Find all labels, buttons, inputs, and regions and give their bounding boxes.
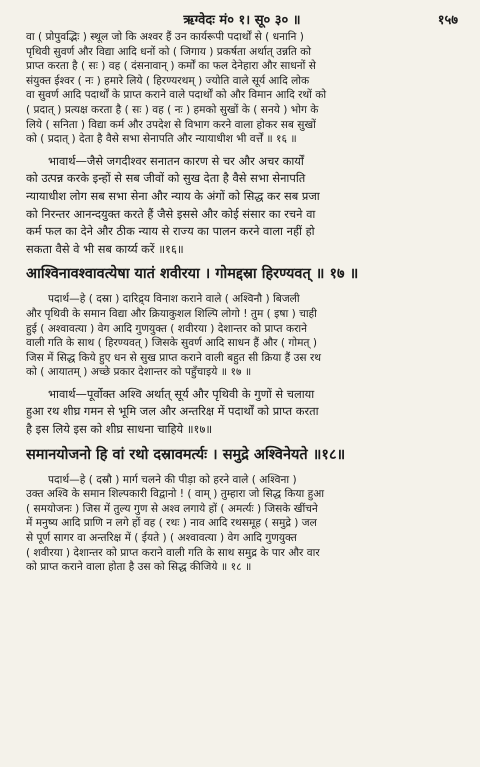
text-line: को ( प्रदात् ) देता है वैसे सभा सेनापति और न्यायाधीश भी वर्त्तें ॥ १६ ॥ xyxy=(26,133,297,146)
text-line: उक्त अश्वि के समान शिल्पकारी विद्वानो ! ( वाम् ) तुम्हारा जो सिद्ध किया हुआ xyxy=(26,488,325,501)
text-line: ( शवीरया ) देशान्तर को प्राप्त कराने वाली गति के साथ समुद्र के पार और वार xyxy=(26,546,320,559)
text-line: को उत्पन्न करके इन्हों से सब जीवों को सुख देता है वैसे सभा सेनापति xyxy=(26,171,306,186)
text-line: सकता वैसे वे भी सब कार्य्य करें ॥१६॥ xyxy=(26,241,184,256)
text-line: और पृथिवी के समान विद्या और क्रियाकुशल शिल्पि लोगो ! तुम ( इषा ) चाही xyxy=(26,307,317,320)
text-line: पृथिवी सुवर्ण और विद्या आदि धनों को ( जिगाय ) प्रकर्षता अर्थात् उन्नति को xyxy=(26,45,312,58)
text-line: जिस में सिद्ध किये हुए धन से सुख प्राप्त कराने वाली बहुत सी क्रिया हैं उस रथ xyxy=(26,351,322,364)
text-line: है इस लिये इस को शीघ्र साधना चाहिये ॥१७॥ xyxy=(26,422,213,437)
padartha-17 xyxy=(26,292,458,380)
running-title: ऋग्वेदः मं० १। सू० ३० ॥ xyxy=(183,13,301,28)
padartha-16-text xyxy=(26,30,458,147)
text-line: में मनुष्य आदि प्राणि न लगे हों वह ( रथः ) नाव आदि रथसमूह ( समुद्रे ) जल xyxy=(26,517,317,530)
mantra-17: आश्विनावश्वावत्येषा यातं शवीरया । गोमद्दस्रा हिरण्यवत् ॥ १७ ॥ xyxy=(26,266,359,283)
text-line: पदार्थ—हे ( दस्रा ) दारिद्र्य विनाश कराने वाले ( अश्विनौ ) बिजली xyxy=(48,293,300,306)
text-line: से पूर्ण सागर वा अन्तरिक्ष में ( ईयते ) ( अश्वावत्या ) वेग आदि गुणयुक्त xyxy=(26,532,297,545)
text-line: वा सुवर्ण आदि पदार्थों के प्राप्त कराने वाले पदार्थों को और विमान आदि रथों को xyxy=(26,89,327,102)
bhavartha-17 xyxy=(26,386,458,439)
text-line: न्यायाधीश लोग सब सभा सेना और न्याय के अंगों को सिद्ध कर सब प्रजा xyxy=(26,188,320,203)
text-line: ( समयोजनः ) जिस में तुल्य गुण से अश्व लगाये हों ( अमर्त्यः ) जिसके खींचने xyxy=(26,502,318,515)
mantra-18: समानयोजनो हि वां रथो दस्रावमर्त्यः । समुद्रे अश्विनेयते ॥१८॥ xyxy=(26,446,346,463)
text-line: कर्म फल का देने और ठीक न्याय से राज्य का पालन करने वाला नहीं हो xyxy=(26,224,315,239)
text-line: लिये ( सनिता ) विद्या कर्म और उपदेश से विभाग करने वाला होकर सब सुखों xyxy=(26,118,316,131)
text-line: को निरन्तर आनन्दयुक्त करते हैं जैसे इससे और कोई संसार का रचने वा xyxy=(26,206,316,221)
page-number: १५७ xyxy=(437,13,458,28)
text-line: को प्राप्त कराने वाला होता है उस को सिद्ध कीजिये ॥ १८ ॥ xyxy=(26,561,252,574)
bhavartha-16 xyxy=(26,153,458,259)
text-line: संयुक्त ईश्वर ( नः ) हमारे लिये ( हिरण्यरथम् ) ज्योति वाले सूर्य आदि लोक xyxy=(26,74,310,87)
text-line: को ( आयातम् ) अच्छे प्रकार देशान्तर को पहुँचाइये ॥ १७ ॥ xyxy=(26,366,252,379)
text-line: भावार्थ—पूर्वोक्त अश्वि अर्थात् सूर्य और पृथिवी के गुणों से चलाया xyxy=(48,386,315,401)
padartha-18 xyxy=(26,473,458,575)
text-line: हुई ( अश्वावत्या ) वेग आदि गुणयुक्त ( शवीरया ) देशान्तर को प्राप्त कराने xyxy=(26,322,308,335)
text-line: ( प्रदात् ) प्रत्यक्ष करता है ( सः ) वह ( नः ) हमको सुखों के ( सनये ) भोग के xyxy=(26,103,319,116)
text-line: वा ( प्रोपुवद्भिः ) स्थूल जो कि अश्वर हैं उन कार्यरूपी पदार्थों से ( धनानि ) xyxy=(26,31,304,43)
text-line: हुआ रथ शीघ्र गमन से भूमि जल और अन्तरिक्ष में पदार्थों को प्राप्त करता xyxy=(26,404,319,419)
text-line: प्राप्त करता है ( सः ) वह ( दंसनावान् ) कर्मों का फल देनेहारा और साधनों से xyxy=(26,60,316,73)
page-header xyxy=(26,8,458,30)
text-line: पदार्थ—हे ( दस्रौ ) मार्ग चलने की पीड़ा को हरने वाले ( अश्विना ) xyxy=(48,473,297,486)
text-line: भावार्थ—जैसे जगदीश्वर सनातन कारण से चर और अचर कार्यों xyxy=(48,153,304,168)
text-line: वाली गति के साथ ( हिरण्यवत् ) जिसके सुवर्ण आदि साधन हैं और ( गोमत् ) xyxy=(26,337,317,350)
